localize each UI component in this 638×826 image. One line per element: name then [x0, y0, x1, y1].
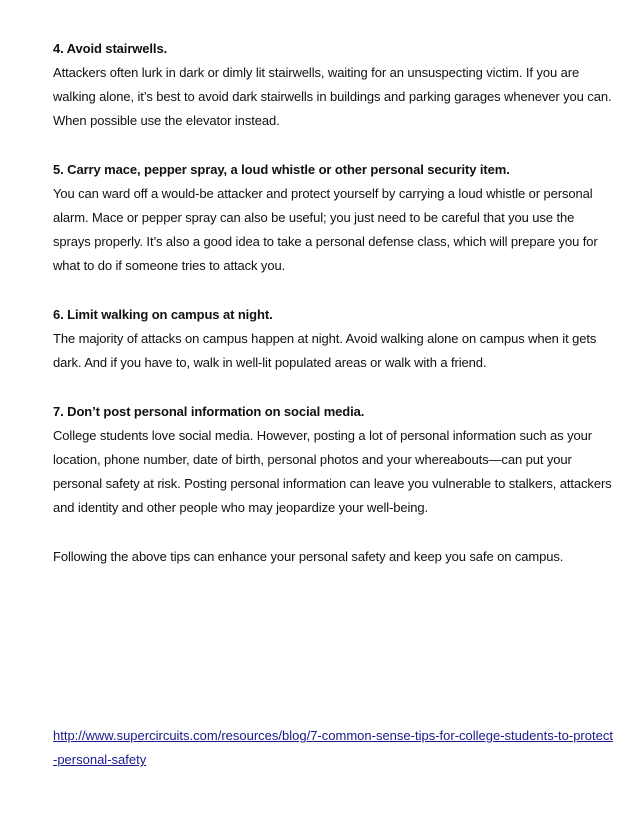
source-link-container — [53, 724, 613, 772]
tip-body: The majority of attacks on campus happen at night. Avoid walking alone on campus when it gets dark. And if you have to, walk in well-lit populated areas or walk with a friend. — [53, 331, 597, 370]
tip-section-6 — [53, 303, 613, 375]
tip-heading: 6. Limit walking on campus at night. — [53, 307, 273, 322]
closing-paragraph: Following the above tips can enhance your personal safety and keep you safe on campus. — [53, 549, 564, 564]
tip-body: College students love social media. However, posting a lot of personal information such as your location, phone number, date of birth, personal photos and your whereabouts—can put your personal safety at risk. Posting personal information can leave you vulnerable to stalkers, attackers and identity and other people who may jeopardize your well-being. — [53, 428, 612, 515]
tip-body: Attackers often lurk in dark or dimly lit stairwells, waiting for an unsuspecting victim. If you are walking alone, it’s best to avoid dark stairwells in buildings and parking garages whenever you can. When possible use the elevator instead. — [53, 65, 612, 128]
tip-section-4 — [53, 37, 613, 133]
source-link[interactable]: http://www.supercircuits.com/resources/blog/7-common-sense-tips-for-college-students-to-protect-personal-safety — [53, 728, 613, 767]
tip-heading: 4. Avoid stairwells. — [53, 41, 168, 56]
document-page — [53, 37, 613, 569]
tip-body: You can ward off a would-be attacker and protect yourself by carrying a loud whistle or personal alarm. Mace or pepper spray can also be useful; you just need to be careful that you use the sprays properly. It’s also a good idea to take a personal defense class, which will prepare you for what to do if someone tries to attack you. — [53, 186, 598, 273]
tip-heading: 7. Don’t post personal information on social media. — [53, 404, 365, 419]
tip-section-5 — [53, 158, 613, 278]
tip-heading: 5. Carry mace, pepper spray, a loud whistle or other personal security item. — [53, 162, 510, 177]
tip-section-7 — [53, 400, 613, 520]
